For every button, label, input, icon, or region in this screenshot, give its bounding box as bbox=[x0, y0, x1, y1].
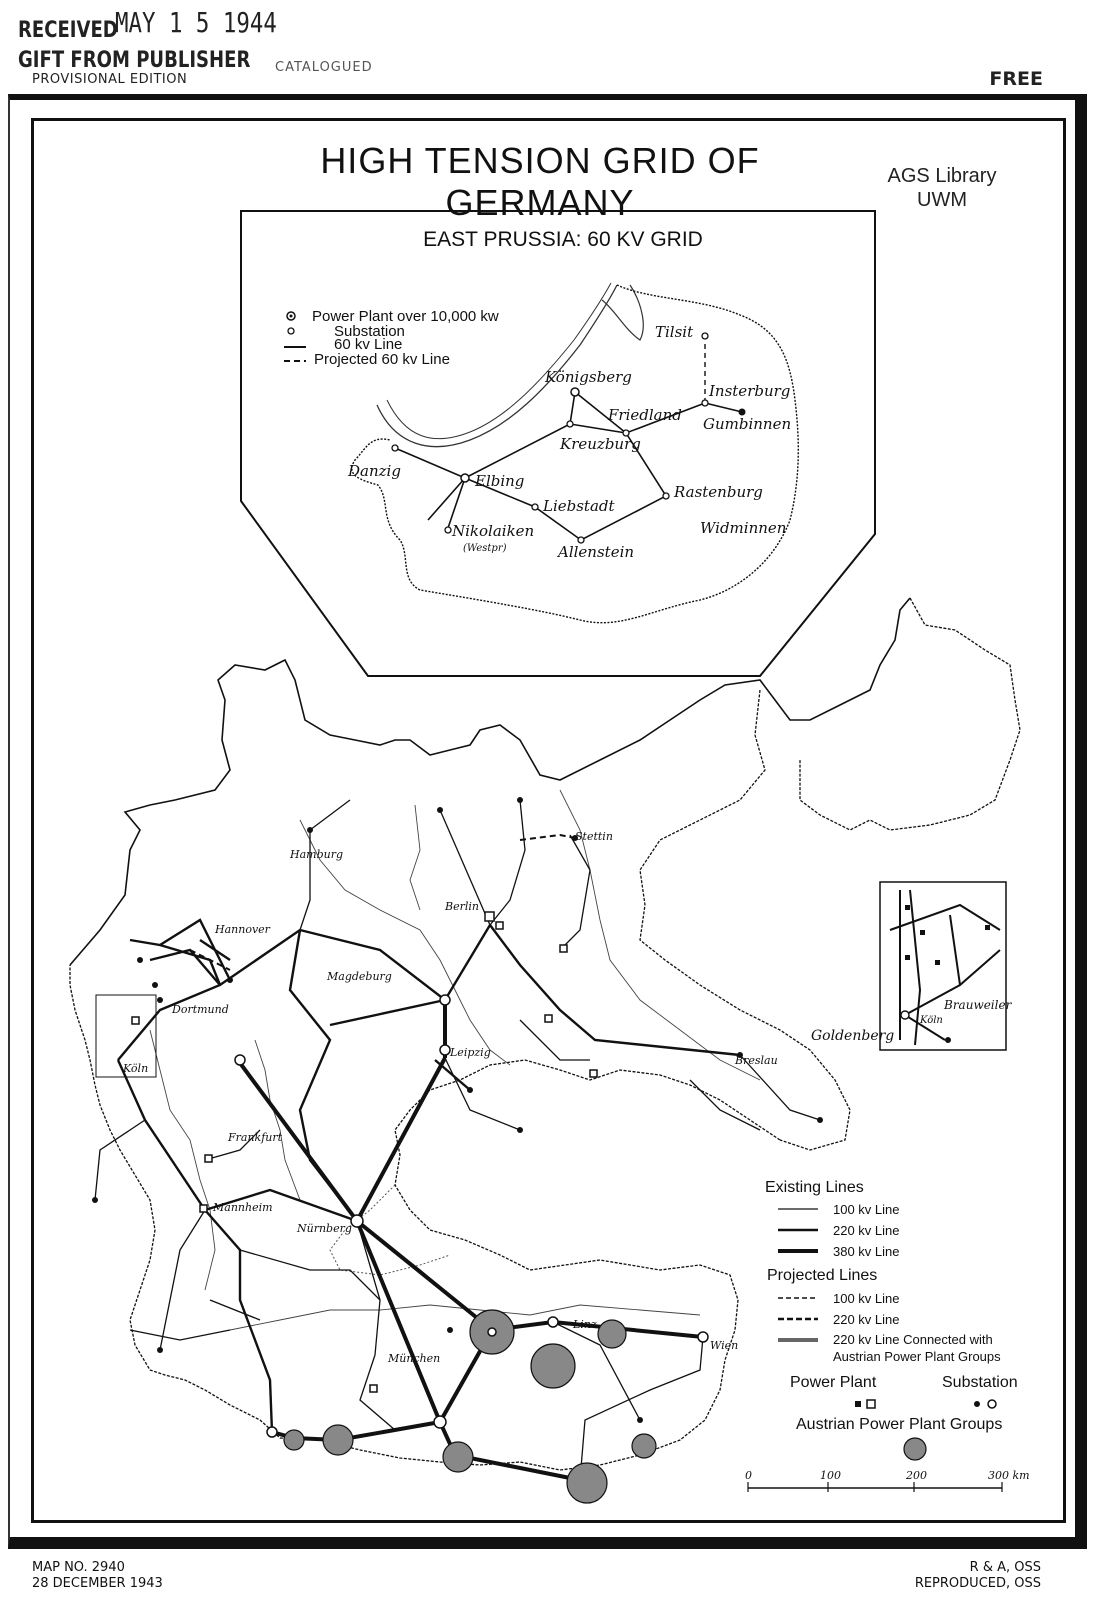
line-100-schwaben bbox=[210, 1300, 260, 1320]
node-munchen-south bbox=[370, 1385, 377, 1392]
label-westpr: (Westpr) bbox=[463, 543, 507, 554]
ruhr-plant-3 bbox=[905, 955, 910, 960]
plant-saxony bbox=[467, 1087, 473, 1093]
label-linz: Linz bbox=[573, 1318, 597, 1331]
lines-projected bbox=[190, 835, 575, 970]
kurisches-haff bbox=[602, 285, 643, 340]
legend-power-plant-symbol-open bbox=[867, 1400, 875, 1408]
node-east-berlin bbox=[560, 945, 567, 952]
substation-symbol bbox=[288, 328, 294, 334]
ruhr-plant-4 bbox=[935, 960, 940, 965]
map-date: 28 DECEMBER 1943 bbox=[32, 1576, 163, 1591]
node-wien bbox=[698, 1332, 708, 1342]
ruhr-plant-1 bbox=[905, 905, 910, 910]
label-konigsberg: Königsberg bbox=[545, 368, 632, 386]
austrian-group-5 bbox=[284, 1430, 304, 1450]
label-munchen: München bbox=[388, 1352, 441, 1365]
line-100-stettin-berlin bbox=[490, 800, 525, 925]
line-100-graz-wien bbox=[580, 1337, 703, 1480]
label-kreuzburg: Kreuzburg bbox=[560, 435, 641, 453]
plant-breslau-south bbox=[817, 1117, 823, 1123]
inset-60kv-lines bbox=[395, 392, 742, 540]
plant-2 bbox=[517, 797, 523, 803]
scale-label-100: 100 bbox=[820, 1469, 841, 1482]
label-dortmund: Dortmund bbox=[172, 1003, 229, 1016]
legend-existing-220: 220 kv Line bbox=[833, 1223, 900, 1238]
line-insterburg-gumbinnen bbox=[705, 403, 742, 412]
node-konigsberg bbox=[571, 388, 579, 396]
label-liebstadt: Liebstadt bbox=[543, 497, 615, 515]
library-stamp-line2: UWM bbox=[917, 189, 967, 211]
inset-legend bbox=[284, 308, 499, 368]
received-date-stamp: MAY 1 5 1944 bbox=[115, 6, 277, 39]
legend-power-plant-symbol-filled bbox=[855, 1401, 861, 1407]
label-friedland: Friedland bbox=[608, 406, 682, 424]
label-widminnen: Widminnen bbox=[700, 519, 787, 537]
plant-ruhr-2 bbox=[152, 982, 158, 988]
node-liebstadt bbox=[532, 504, 538, 510]
plant-1 bbox=[437, 807, 443, 813]
label-magdeburg: Magdeburg bbox=[327, 970, 392, 983]
label-rastenburg: Rastenburg bbox=[674, 483, 763, 501]
node-silesia bbox=[590, 1070, 597, 1077]
east-prussia-border bbox=[352, 285, 798, 623]
label-breslau: Breslau bbox=[735, 1054, 778, 1067]
map-title: HIGH TENSION GRID OF GERMANY bbox=[320, 140, 760, 223]
ruhr-inset-frame bbox=[880, 882, 1006, 1050]
line-100-saar bbox=[95, 1120, 145, 1200]
austrian-group-4 bbox=[323, 1425, 353, 1455]
line-elbing-danzig bbox=[395, 448, 465, 478]
plant-saar bbox=[92, 1197, 98, 1203]
plant-hamburg bbox=[307, 827, 313, 833]
free-label: FREE bbox=[989, 68, 1043, 90]
inset-frame bbox=[241, 211, 875, 676]
scale-label-300: 300 km bbox=[988, 1469, 1030, 1482]
legend-existing-100: 100 kv Line bbox=[833, 1202, 900, 1217]
plant-saxony-2 bbox=[517, 1127, 523, 1133]
label-brauweiler: Brauweiler bbox=[944, 998, 1012, 1012]
legend-austrian-groups: Austrian Power Plant Groups bbox=[796, 1416, 1003, 1433]
line-elbing-nikolaiken bbox=[448, 478, 465, 528]
node-danzig bbox=[392, 445, 398, 451]
scale-label-0: 0 bbox=[745, 1469, 752, 1482]
node-frankfurt bbox=[205, 1155, 212, 1162]
node-linz-group bbox=[488, 1328, 496, 1336]
line-380-nurnberg-leipzig bbox=[357, 1058, 445, 1221]
plant-hannover bbox=[227, 977, 233, 983]
label-wien: Wien bbox=[710, 1339, 739, 1352]
line-100-silesia bbox=[690, 1080, 760, 1130]
main-map bbox=[70, 598, 1020, 1503]
legend-projected-220: 220 kv Line bbox=[833, 1312, 900, 1327]
line-100-baden bbox=[160, 1210, 205, 1350]
node-berlin bbox=[485, 912, 494, 921]
ruhr-node-koln bbox=[901, 1011, 909, 1019]
line-220-leipzig-west bbox=[330, 1000, 445, 1025]
node-magdeburg bbox=[440, 995, 450, 1005]
eastern-border bbox=[640, 690, 850, 1150]
node-leipzig bbox=[440, 1045, 450, 1055]
line-220-ruhr bbox=[150, 950, 220, 985]
label-leipzig: Leipzig bbox=[450, 1046, 491, 1059]
label-koln: Köln bbox=[123, 1062, 149, 1075]
node-mannheim bbox=[200, 1205, 207, 1212]
label-ruhr-koln: Köln bbox=[920, 1015, 943, 1026]
label-nikolaiken: Nikolaiken bbox=[452, 522, 535, 540]
east-prussia-inset bbox=[241, 211, 875, 676]
node-tilsit bbox=[702, 333, 708, 339]
legend-projected-austrian-2: Austrian Power Plant Groups bbox=[833, 1349, 1001, 1364]
line-100-hamburg-south bbox=[300, 830, 310, 930]
label-frankfurt: Frankfurt bbox=[228, 1131, 283, 1144]
legend-projected-100: 100 kv Line bbox=[833, 1291, 900, 1306]
library-stamp-line1: AGS Library bbox=[887, 165, 997, 187]
line-220-rhine-south bbox=[118, 1060, 272, 1432]
inset-legend-substation: Substation bbox=[334, 323, 405, 340]
catalogued-stamp: CATALOGUED bbox=[275, 60, 373, 75]
plant-bavaria bbox=[447, 1327, 453, 1333]
label-danzig: Danzig bbox=[348, 462, 401, 480]
node-nurnberg bbox=[351, 1215, 363, 1227]
node-insterburg bbox=[702, 400, 708, 406]
line-380-alpine-chain bbox=[272, 1422, 580, 1480]
plant-baden bbox=[157, 1347, 163, 1353]
node-kreuzburg bbox=[567, 421, 573, 427]
node-berlin-2 bbox=[496, 922, 503, 929]
node-lusatia bbox=[545, 1015, 552, 1022]
plant-austria bbox=[637, 1417, 643, 1423]
scale-bar bbox=[745, 1469, 1030, 1492]
plant-dortmund bbox=[137, 957, 143, 963]
received-stamp: RECEIVED bbox=[18, 18, 118, 43]
southern-western-border bbox=[70, 965, 780, 1470]
label-nurnberg: Nürnberg bbox=[297, 1222, 352, 1235]
inset-legend-line: 60 kv Line bbox=[334, 336, 403, 353]
plant-ruhr-3 bbox=[157, 997, 163, 1003]
austrian-plant-groups bbox=[284, 1310, 656, 1503]
ruhr-plant-6 bbox=[945, 1037, 951, 1043]
inset-title: EAST PRUSSIA: 60 KV GRID bbox=[423, 228, 703, 251]
label-mannheim: Mannheim bbox=[213, 1201, 273, 1214]
river-weser bbox=[255, 1040, 300, 1200]
node-vorarlberg bbox=[267, 1427, 277, 1437]
label-elbing: Elbing bbox=[475, 472, 525, 490]
line-100-bodensee bbox=[130, 1330, 230, 1340]
austrian-group-3 bbox=[598, 1320, 626, 1348]
line-elbing-south bbox=[428, 478, 465, 520]
ruhr-plant-5 bbox=[985, 925, 990, 930]
map-number: MAP NO. 2940 bbox=[32, 1560, 125, 1575]
east-prussia-border-main bbox=[800, 598, 1020, 830]
legend-projected-heading: Projected Lines bbox=[767, 1267, 878, 1284]
label-insterburg: Insterburg bbox=[709, 382, 791, 400]
label-stettin: Stettin bbox=[575, 830, 613, 843]
reproduced-label: REPRODUCED, OSS bbox=[914, 1576, 1041, 1591]
austrian-group-6 bbox=[443, 1442, 473, 1472]
austrian-group-7 bbox=[567, 1463, 607, 1503]
legend-substation-symbol-open bbox=[988, 1400, 996, 1408]
river-havel bbox=[410, 805, 420, 910]
node-kassel bbox=[235, 1055, 245, 1065]
line-380-west-nurnberg-alps bbox=[240, 1063, 440, 1422]
legend-projected-austrian-1: 220 kv Line Connected with bbox=[833, 1332, 993, 1347]
agency-label: R & A, OSS bbox=[969, 1560, 1041, 1575]
scale-label-200: 200 bbox=[906, 1469, 927, 1482]
line-220-west-berlin bbox=[118, 925, 490, 1060]
label-allenstein: Allenstein bbox=[558, 543, 635, 561]
node-ruhr bbox=[132, 1017, 139, 1024]
legend-existing-380: 380 kv Line bbox=[833, 1244, 900, 1259]
label-berlin: Berlin bbox=[445, 900, 479, 913]
line-100-hamburg-east bbox=[310, 800, 350, 830]
line-220-berlin-breslau bbox=[490, 925, 740, 1055]
legend-substation-symbol-filled bbox=[974, 1401, 980, 1407]
main-small-plants bbox=[92, 797, 823, 1423]
ruhr-inset bbox=[811, 882, 1013, 1050]
line-100-wurttemberg bbox=[240, 1250, 380, 1300]
ruhr-plant-2 bbox=[920, 930, 925, 935]
legend-power-plant: Power Plant bbox=[790, 1374, 877, 1391]
gift-stamp: GIFT FROM PUBLISHER bbox=[18, 48, 251, 73]
label-gumbinnen: Gumbinnen bbox=[703, 415, 792, 433]
label-hannover: Hannover bbox=[215, 923, 270, 936]
main-labels bbox=[122, 830, 778, 1365]
austrian-group-8 bbox=[632, 1434, 656, 1458]
label-tilsit: Tilsit bbox=[655, 323, 694, 341]
node-rastenburg bbox=[663, 493, 669, 499]
line-220-hannover-branch bbox=[200, 940, 230, 960]
projected-stettin bbox=[520, 835, 575, 840]
node-alps bbox=[434, 1416, 446, 1428]
legend bbox=[765, 1179, 1018, 1460]
power-plant-symbol-dot bbox=[290, 315, 293, 318]
legend-austrian-group-symbol bbox=[904, 1438, 926, 1460]
label-goldenberg: Goldenberg bbox=[811, 1028, 895, 1044]
inset-legend-power-plant: Power Plant over 10,000 kw bbox=[312, 308, 499, 325]
label-hamburg: Hamburg bbox=[290, 848, 344, 861]
footer-left bbox=[32, 1560, 163, 1592]
provisional-edition-label: PROVISIONAL EDITION bbox=[32, 72, 188, 87]
footer-right bbox=[915, 1560, 1041, 1592]
node-linz bbox=[548, 1317, 558, 1327]
legend-existing-heading: Existing Lines bbox=[765, 1179, 864, 1196]
legend-substation: Substation bbox=[942, 1374, 1018, 1391]
inset-legend-projected: Projected 60 kv Line bbox=[314, 351, 450, 368]
austrian-group-2 bbox=[531, 1344, 575, 1388]
node-nikolaiken bbox=[445, 527, 451, 533]
north-coastline bbox=[70, 598, 910, 965]
node-elbing bbox=[461, 474, 469, 482]
